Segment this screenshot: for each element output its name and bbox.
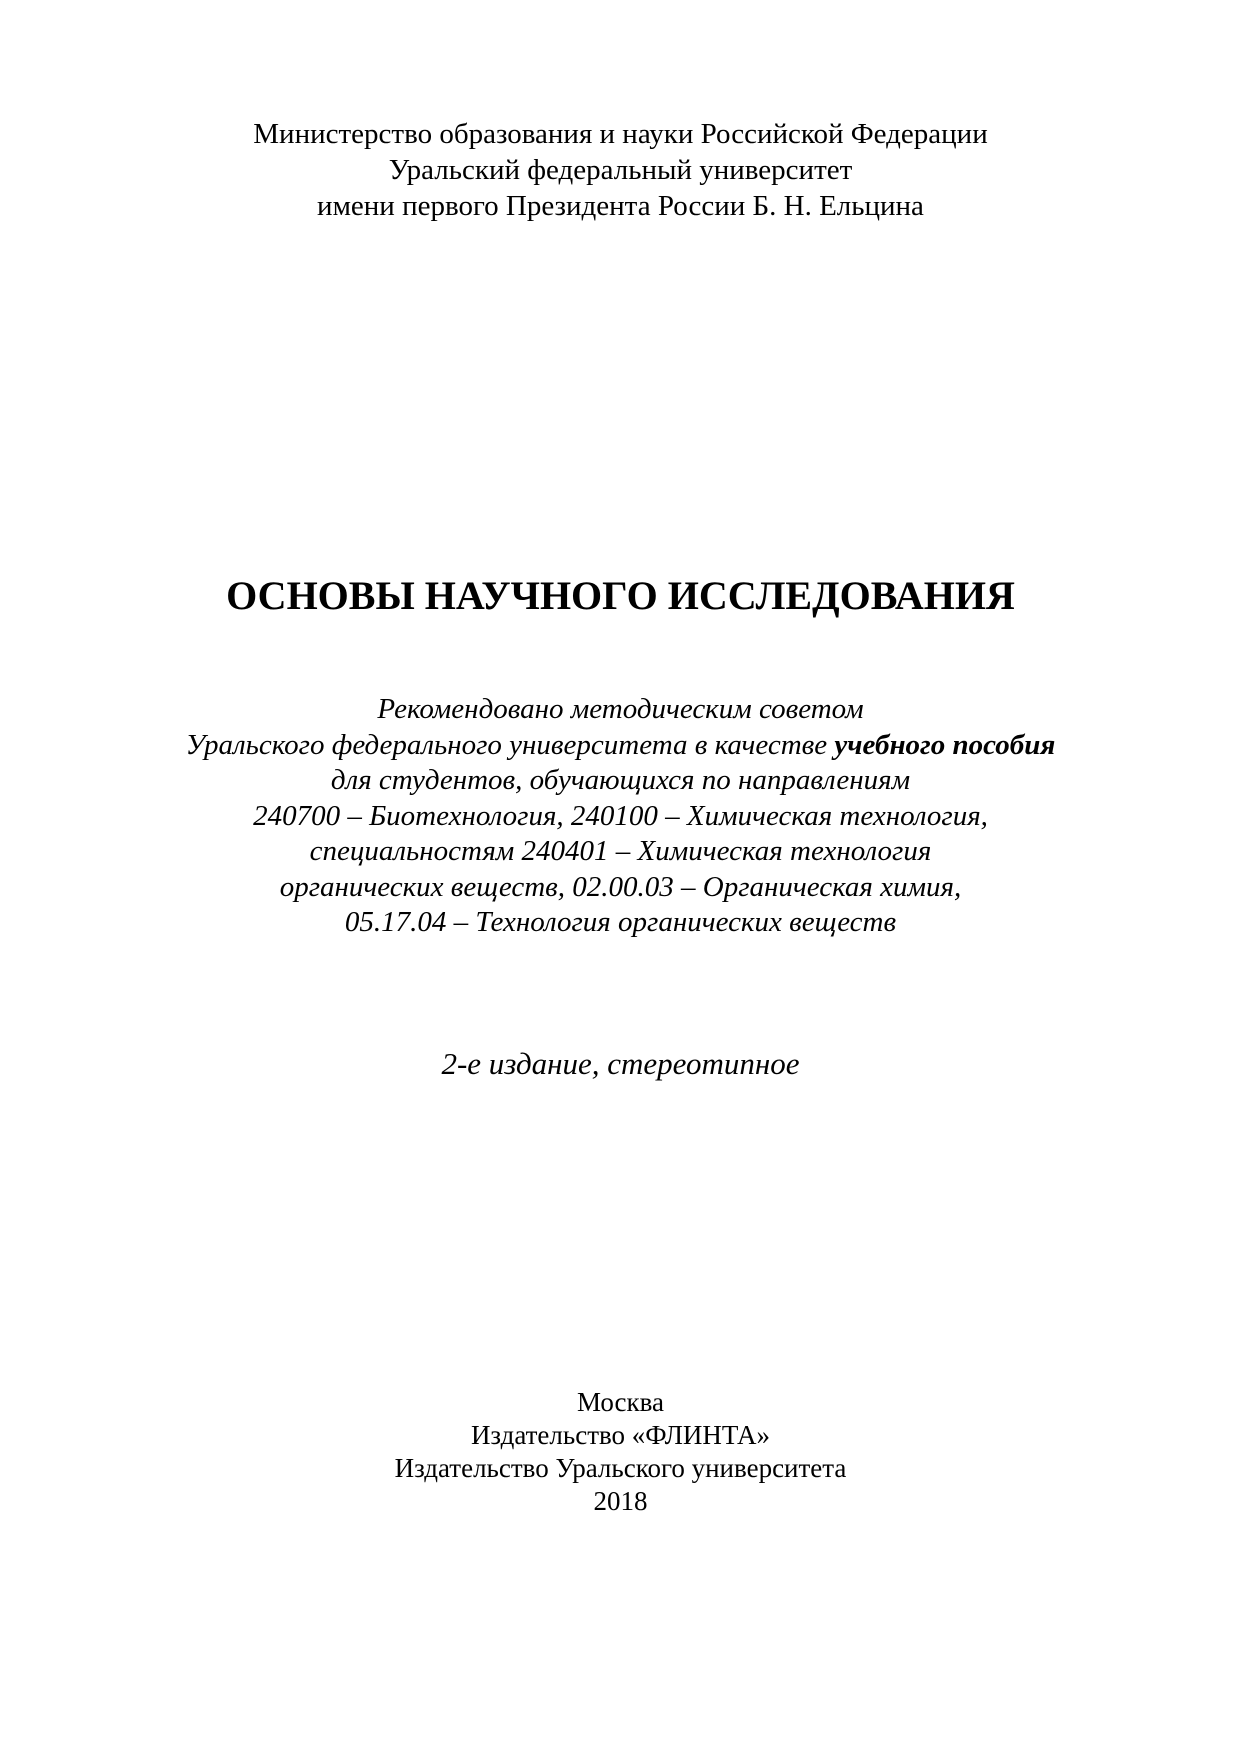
- recommendation-line: 05.17.04 – Технология органических веществ: [344, 906, 897, 938]
- recommendation-note: [0, 692, 1241, 941]
- recommendation-line: для студентов, обучающихся по направлениям: [330, 764, 911, 796]
- imprint: [0, 1386, 1241, 1518]
- imprint-publisher: Издательство «ФЛИНТА»: [470, 1420, 771, 1450]
- recommendation-line: органических веществ, 02.00.03 – Органическая химия,: [279, 870, 962, 903]
- recommendation-line: специальностям 240401 – Химическая технология: [309, 835, 932, 867]
- institution-header: [0, 116, 1241, 224]
- recommendation-line: 240700 – Биотехнология, 240100 – Химическая технология,: [253, 799, 988, 832]
- edition-note: 2-е издание, стереотипное: [441, 1046, 800, 1081]
- ministry-name: Министерство образования и науки Российской Федерации: [253, 118, 988, 150]
- imprint-city: Москва: [577, 1387, 664, 1417]
- university-dedication: имени первого Президента России Б. Н. Ельцина: [317, 190, 924, 222]
- recommendation-emphasis: учебного пособия: [834, 728, 1056, 761]
- university-name: Уральский федеральный университет: [388, 154, 853, 186]
- book-title: ОСНОВЫ НАУЧНОГО ИССЛЕДОВАНИЯ: [226, 573, 1015, 618]
- imprint-year: 2018: [593, 1486, 648, 1516]
- imprint-publisher: Издательство Уральского университета: [394, 1453, 847, 1483]
- recommendation-line: [0, 728, 1241, 764]
- recommendation-text: Уральского федерального университета в качестве: [185, 728, 835, 761]
- recommendation-line: Рекомендовано методическим советом: [377, 693, 864, 725]
